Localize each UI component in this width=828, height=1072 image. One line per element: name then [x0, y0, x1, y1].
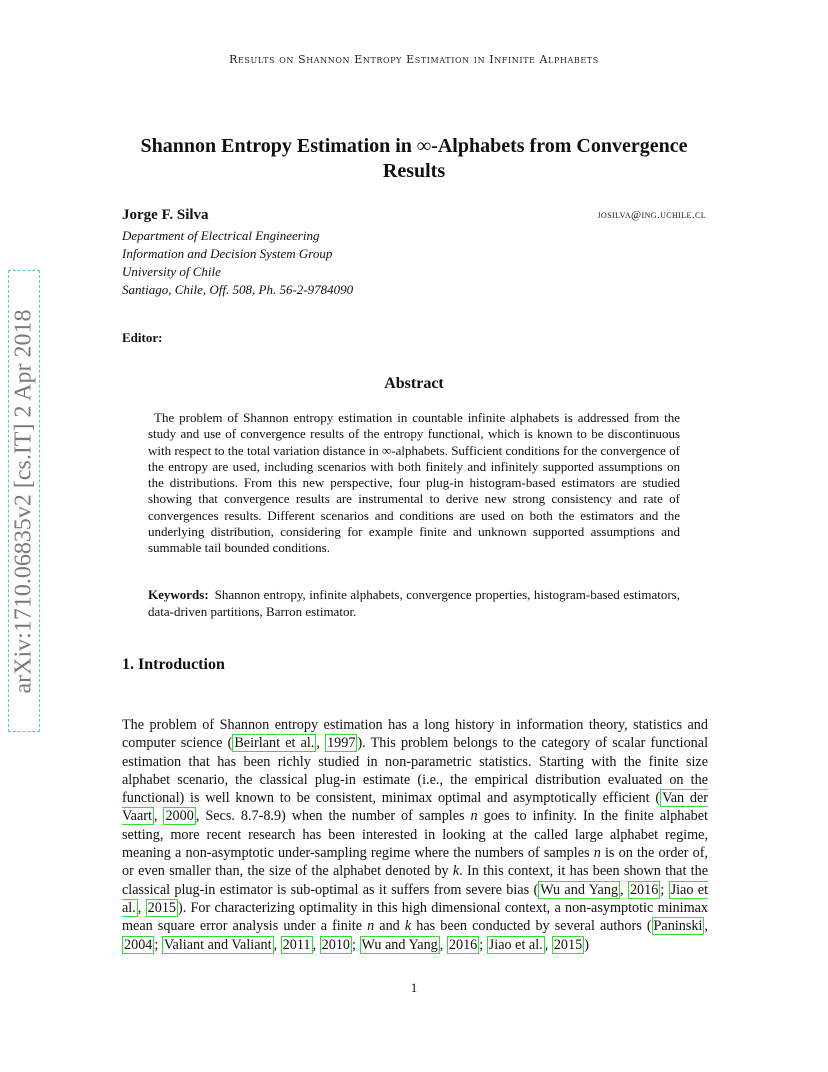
body-text: ; — [154, 936, 162, 953]
body-text: and — [374, 918, 405, 935]
author-email[interactable]: josilva@ing.uchile.cl — [597, 209, 706, 221]
keywords-text: Shannon entropy, infinite alphabets, convergence properties, histogram-based estimators, data-driven partitions, Barron estimator. — [148, 587, 680, 619]
body-text: ). For characterizing optimality in this high dimensional context, a non-asymptotic minimax mean square error analysis under a finite — [122, 899, 709, 935]
affiliation-line: University of Chile — [122, 264, 221, 279]
math-variable: k — [452, 863, 460, 880]
body-text: goes to infinity. In the finite alphabet setting, more recent research has been interested in looking at the called large alphabet regime, meaning a non-asymptotic under-sampling regime where the numbers of samples — [122, 808, 708, 862]
citation-link[interactable]: 1997 — [327, 735, 356, 752]
body-text: , — [137, 899, 146, 916]
citation-link[interactable]: Jiao et al. — [488, 936, 543, 953]
citation-link[interactable]: Wu and Yang — [361, 936, 438, 953]
paper-title: Shannon Entropy Estimation in ∞-Alphabets from Convergence Results — [140, 135, 688, 182]
affiliation-line: Santiago, Chile, Off. 508, Ph. 56-2-9784090 — [122, 282, 354, 297]
body-text: , — [316, 735, 326, 752]
citation-link[interactable]: Paninski — [653, 918, 703, 935]
affiliation-line: Information and Decision System Group — [122, 246, 333, 261]
body-text: , — [312, 936, 320, 953]
math-variable: k — [404, 918, 412, 935]
citation-link[interactable]: 2010 — [321, 936, 350, 953]
citation-link[interactable]: Valiant and Valiant — [163, 936, 272, 953]
citation-link[interactable]: Van der Vaart — [122, 790, 708, 825]
citation-link[interactable]: 2004 — [124, 936, 153, 953]
math-variable: n — [593, 845, 601, 862]
citation-link[interactable]: Beirlant et al. — [234, 735, 315, 752]
body-text: is on the order of, or even smaller than, the size of the alphabet denoted by — [122, 845, 708, 880]
abstract-heading: Abstract — [384, 375, 444, 392]
citation-link[interactable]: 2015 — [147, 899, 176, 916]
math-variable: n — [470, 808, 478, 825]
body-text: , — [439, 936, 447, 953]
editor-label: Editor: — [122, 330, 163, 345]
citation-link[interactable]: 2016 — [629, 881, 659, 898]
body-text: The problem of Shannon entropy estimation has a long history in information theory, statistics and computer science ( — [122, 717, 708, 752]
arxiv-identifier-text: arXiv:1710.06835v2 [cs.IT] 2 Apr 2018 — [10, 309, 37, 693]
section-heading-introduction: 1. Introduction — [122, 656, 225, 673]
body-text: ; — [660, 881, 669, 898]
author-name: Jorge F. Silva — [122, 207, 209, 223]
body-text: , — [273, 936, 281, 953]
page-number: 1 — [410, 980, 418, 995]
affiliation-line: Department of Electrical Engineering — [122, 228, 320, 243]
keywords-label: Keywords: — [148, 587, 209, 602]
citation-link[interactable]: 2016 — [448, 936, 478, 953]
abstract-text: The problem of Shannon entropy estimation in countable infinite alphabets is addressed from the study and use of convergence results of the entropy functional, which is known to be discontinuous with respect to the total variation distance in ∞-alphabets. Sufficient conditions for the convergence of the entropy are used, including scenarios with both finitely and infinitely supported assumptions on the distributions. From this new perspective, four plug-in histogram-based estimators are studied showing that convergence results are instrumental to derive new strong consistency and rate of convergences results. Different scenarios and conditions are used on both the estimators and the underlying distribution, considering for example finite and unknown supported assumptions and summable tail bounded conditions. — [148, 410, 680, 556]
math-variable: n — [367, 918, 375, 935]
body-text: ). This problem belongs to the category of scalar functional estimation that has been richly studied in non-parametric statistics. Starting with the finite size alphabet scenario, the classical plug-in estimate (i.e., the empirical distribution evaluated on the functional) is well known to be consistent, minimax optimal and asymptotically efficient ( — [122, 735, 709, 807]
arxiv-identifier-stamp[interactable] — [8, 270, 40, 732]
body-text: , — [153, 808, 164, 825]
body-text: , — [704, 918, 708, 935]
introduction-paragraph — [122, 716, 708, 954]
body-text: ; — [479, 936, 487, 953]
body-text: ) — [584, 936, 589, 953]
citation-link[interactable]: 2015 — [553, 936, 583, 953]
citation-link[interactable]: Jiao et al. — [122, 881, 709, 916]
running-head: Results on Shannon Entropy Estimation in Infinite Alphabets — [229, 53, 599, 66]
citation-link[interactable]: 2011 — [282, 936, 311, 953]
author-affiliation — [122, 227, 353, 299]
body-text: has been conducted by several authors ( — [411, 918, 652, 935]
citation-link[interactable]: Wu and Yang — [540, 881, 619, 898]
citation-link[interactable]: 2000 — [165, 808, 194, 825]
body-text: , — [620, 881, 628, 898]
body-text: . In this context, it has been shown that the classical plug-in estimator is sub-optimal as it suffers from severe bias ( — [122, 863, 708, 898]
body-text: , — [544, 936, 552, 953]
body-text: ; — [352, 936, 360, 953]
keywords — [148, 587, 680, 620]
body-text: , Secs. 8.7-8.9) when the number of samples — [195, 808, 471, 825]
